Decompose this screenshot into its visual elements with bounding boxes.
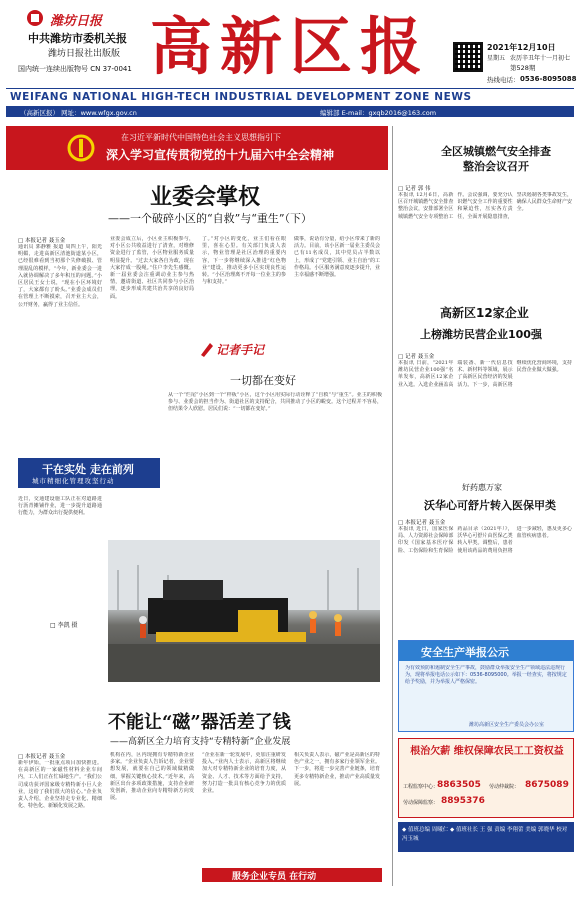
policy-byline: □ 本报记者 聂玉金 — [398, 520, 446, 526]
brand-logo — [22, 8, 122, 28]
page-footer — [398, 822, 574, 852]
editor-email[interactable]: 编辑部 E-mail：gxqb2016@163.com — [320, 108, 437, 117]
lead-column-4: 做事，说话有分量，给小区带来了新的活力。目前，该小区新一届业主委员会已有11名成员，其中党员占半数以上，形成了“党建引领、业主自治”的工作格局。小区服务满意度逐步提升，业主幸福感不断增强。 — [294, 236, 380, 279]
right-mid-title-1: 高新区12家企业 — [440, 306, 529, 320]
section-banner — [18, 458, 160, 488]
notes-title: 一切都在变好 — [230, 374, 296, 387]
safety-report-ad — [398, 640, 574, 732]
bottom-story-col-3: “企业在新一轮发展中，更加注重研发投入。”业内人士表示，高新区将继续加大对专精特新企业的培育力度，从资金、人才、技术等方面给予支持，努力打造一批具有核心竞争力的优质企业。 — [202, 752, 286, 795]
right-mid-body: 本报讯 日前，“2021年潍坊民营企业100强”名单发布，高新区12家企业入选。入选企业涵盖高端装备、新一代信息技术、新材料等领域，展示了高新区民营经济的发展活力。下一步，高新区将继续优化营商环境，支持民营企业做大做强。 — [398, 360, 572, 388]
paving-machine-icon — [108, 540, 380, 682]
right-top-byline: □ 记者 郭 伟 — [398, 186, 431, 192]
wage-ad — [398, 738, 574, 818]
right-top-title: 全区城镇燃气安全排查整治会议召开 — [441, 145, 551, 173]
lunar-date: 农历辛丑年十一月初七 — [510, 55, 571, 62]
road-paving-photo — [108, 540, 380, 682]
banner-top-line: 在习近平新时代中国特色社会主义思想指引下 — [121, 133, 281, 142]
safety-ad-header — [399, 641, 573, 661]
sponsor-line-1: 中共潍坊市委机关报 — [28, 32, 127, 45]
bottom-story-byline: □ 本报记者 聂玉金 — [18, 754, 66, 760]
wage-line-3-label: 劳动保障监察： — [403, 800, 439, 806]
hotline-number: 0536-8095088 — [520, 75, 577, 83]
lead-subtitle: ——一个破碎小区的“自救”与“重生”（下） — [108, 212, 312, 225]
wage-ad-title: 根治欠薪 维权保障农民工工资权益 — [410, 746, 564, 757]
english-subtitle: WEIFANG NATIONAL HIGH-TECH INDUSTRIAL DEVELOPMENT ZONE NEWS — [10, 91, 472, 103]
notes-tag-label: 记者手记 — [216, 343, 265, 357]
party-emblem-icon — [66, 133, 96, 163]
lead-column-2: 业委会成立后，小区业主积极参与，对小区公共收益进行了清查，对维修资金进行了监管，小区物业服务质量明显提升。“过去大家各自为政，现在大家拧成一股绳。”住户李先生感慨。新一届业委会注重调动业主参与热情，邀请街道、社区共同参与小区治理，逐步形成共建共治共享的良好局面。 — [110, 236, 194, 300]
safety-ad-title: 安全生产举报公示 — [421, 646, 509, 659]
right-top-body: 本报讯 12月6日，高新区召开城镇燃气安全排查整治会议，安排部署全区城镇燃气安全专项整治工作。会议强调，要充分认识燃气安全工作的重要性和紧迫性，压实各方责任，全面开展隐患排查，坚决遏制各类事故发生，确保人民群众生命财产安全。 — [398, 192, 572, 220]
wage-line-1-label: 工程监察中心： — [403, 784, 439, 790]
section-banner-sub: 城市精细化管理攻坚行动 — [32, 477, 115, 485]
bottom-story-col-2: 机构在内，区内现拥有专精特新企业多家。“企业负责人告诉记者，企业要想发展，就要在自己的领域做精做细，掌握关键核心技术。”近年来，高新区出台多项政策措施，支持企业研发创新，推动企业向专精特新方向发展。 — [110, 752, 194, 802]
wage-line-2-label: 劳动仲裁院： — [489, 784, 520, 790]
masthead — [0, 0, 580, 122]
safety-ad-footer: 潍坊高新区安全生产委员会办公室 — [469, 722, 545, 728]
right-mid-title-2: 上榜潍坊民营企业100强 — [420, 328, 542, 341]
pen-icon — [198, 340, 216, 358]
wage-line-3-number: 8895376 — [441, 796, 485, 806]
footer-credits: ◆ 值班总编 周曦仁 ◆ 值班社长 王 强 责编 李翔蕾 美编 郭晓华 校对 冯玉城 — [402, 827, 568, 842]
lead-column-1: 通讯员 郭静雅 报道 周四上午，阳光明媚，走进高新区清池街道某小区，已经很难看到当初那个失修破损、管理混乱的模样。“今年，新业委会一进入就协调解决了多年积压的问题。”小区居民王女士说，“现在小区环境好了，大家都有了盼头。”业委会成员们在管理上不断摸索，召开业主大会，公开财务，赢得了业主信任。 — [18, 244, 102, 308]
notes-tag — [198, 340, 278, 358]
photo-byline: □ 李凯 摄 — [50, 622, 78, 629]
right-mid-byline: □ 记者 聂玉金 — [398, 354, 435, 360]
newspaper-logo-icon — [22, 8, 48, 28]
wage-line-1-number: 8863505 — [437, 780, 481, 790]
wage-line-2-number: 8675089 — [525, 780, 569, 790]
hotline-label: 热线电话： — [487, 76, 520, 84]
party-banner — [6, 126, 388, 170]
section-banner-title: 干在实处 走在前列 — [42, 463, 134, 476]
bottom-story-subtitle: ——高新区全力培育支持“专精特新”企业发展 — [110, 737, 291, 747]
website[interactable]: （高新区报） 网址：www.wfgx.gov.cn — [20, 108, 137, 117]
issue-number: 第528期 — [510, 64, 536, 72]
notes-body: 从一个“烂尾”小区到一个“样板”小区，这个小区用实际行动诠释了“自救”与“重生”。业主的积极参与、业委会的担当作为、街道社区的支持配合，共同推动了小区的蜕变。这个过程并不容易，但结果令人欣慰。居民们说：“一切都在变好。” — [168, 392, 382, 413]
lead-byline: □ 本报记者 聂玉金 — [18, 238, 66, 244]
qr-code — [453, 42, 483, 72]
policy-kicker: 好药惠万家 — [462, 483, 502, 492]
bottom-story-col-1: 新年伊始，一批重点项目加快推进。在高新区的一家磁性材料企业车间内，工人们正在忙碌地生产。“我们公司成功获评国家级专精特新小巨人企业，这给了我们很大的信心。”企业负责人介绍，企业坚持走专业化、精细化、特色化、新颖化发展之路。 — [18, 760, 102, 810]
banner-main-line: 深入学习宣传贯彻党的十九届六中全会精神 — [106, 148, 335, 162]
service-footer-text: 服务企业专员 在行动 — [232, 872, 317, 882]
lead-column-1b — [110, 342, 194, 434]
bottom-story-title: 不能让“磁”器活差了钱 — [108, 712, 291, 733]
service-footer-banner — [202, 868, 382, 882]
sponsor-line-2: 潍坊日报社出版版 — [48, 49, 121, 59]
column-divider — [392, 126, 393, 886]
policy-body: 本报讯 近日，国家医保局、人力资源社会保障部印发《国家基本医疗保险、工伤保险和生育保险药品目录（2021年）》，沃华心可舒片由医保乙类转入甲类。调整后，患者使用该药品的费用负担将进一步减轻，惠及更多心血管疾病患者。 — [398, 526, 572, 554]
lead-column-3: 了。”对小区的变化，业主们看在眼里，喜在心里。有关部门负责人表示，物业管理是社区治理的重要内容，下一步将继续深入推进“红色物业”建设，推动更多小区实现良性运转。“小区治理离不开每一位业主的参与和支持。” — [202, 236, 286, 286]
masthead-rule-top — [6, 88, 574, 89]
newspaper-title: 高新区报 — [150, 10, 431, 83]
bottom-story-col-4: 相关负责人表示，磁产业是高新区的特色产业之一，拥有多家行业领军企业。下一步，将进一步完善产业链条，培育更多专精特新企业，推动产业高质量发展。 — [294, 752, 380, 787]
lead-title: 业委会掌权 — [150, 184, 261, 210]
brand-name: 潍坊日报 — [50, 14, 103, 29]
issue-date: 2021年12月10日 — [487, 43, 556, 52]
safety-ad-body: 为有效预防和遏制安全生产事故，鼓励群众举报安全生产领域违法违规行为，现将举报电话公示如下：0536-8095000。举报一经查实，将按规定给予奖励，并为举报人严格保密。 — [405, 665, 567, 685]
policy-title: 沃华心可舒片转入医保甲类 — [424, 499, 556, 512]
weekday: 星期五 — [487, 55, 506, 62]
serial-number: 国内统一连续出版物号 CN 37-0041 — [18, 65, 132, 73]
photo-caption: 近日，交通建设施工队正在对道路进行沥青摊铺作业，进一步提升道路通行能力，为群众出行提供便利。 — [18, 496, 102, 517]
